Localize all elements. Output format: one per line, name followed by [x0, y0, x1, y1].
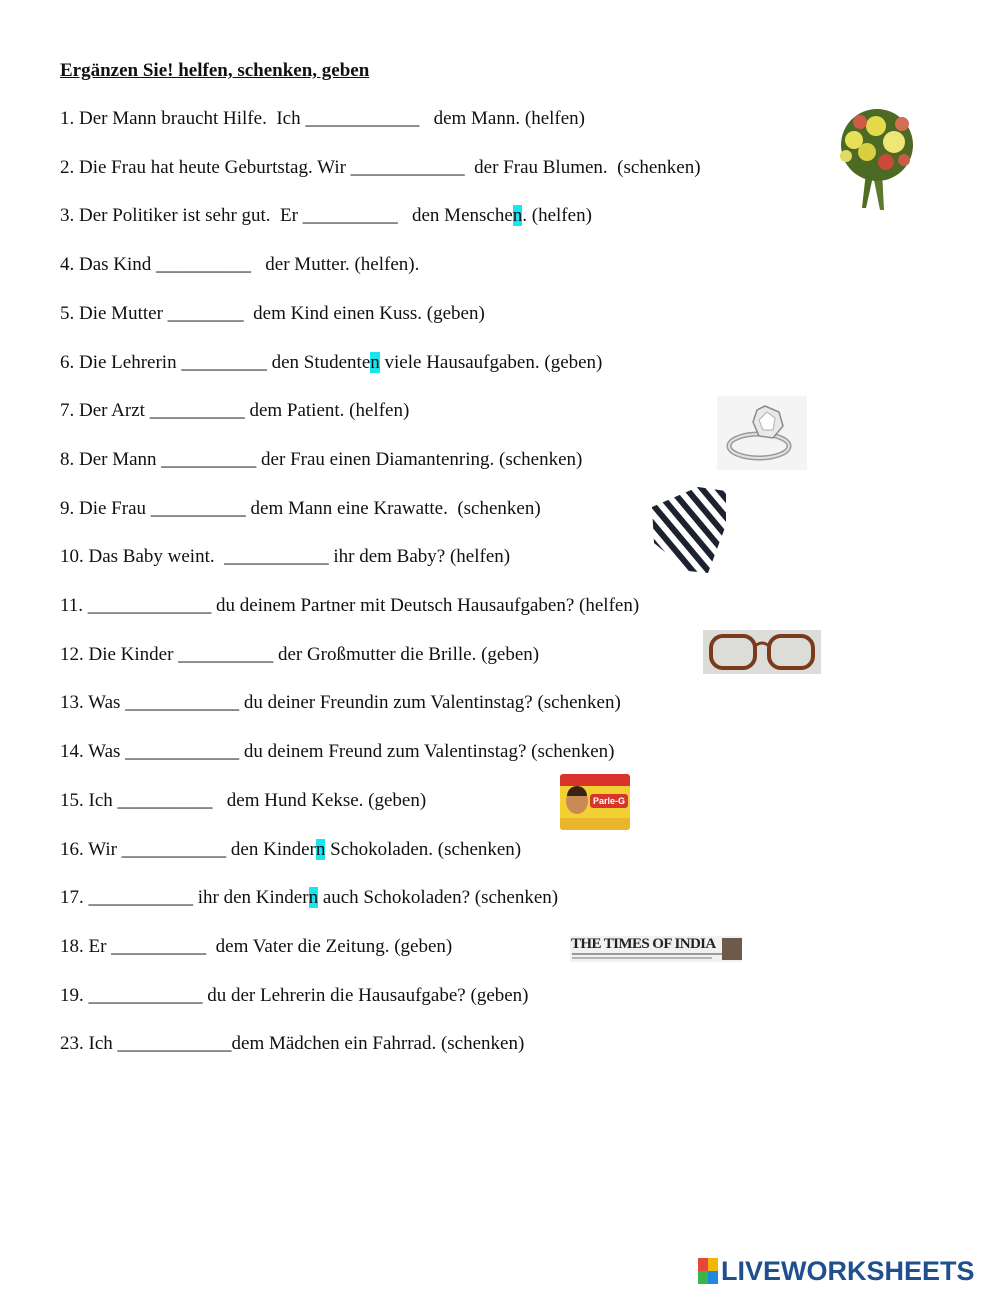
exercise-line [60, 546, 510, 568]
exercise-line [60, 985, 529, 1007]
exercise-text: 2. Die Frau hat heute Geburtstag. Wir ____________ der Frau Blumen. (schenken) [60, 157, 701, 178]
exercise-line [60, 595, 639, 617]
exercise-text: 4. Das Kind __________ der Mutter. (helfen). [60, 254, 420, 275]
newspaper-masthead: THE TIMES OF INDIA [571, 936, 716, 952]
exercise-text-end: viele Hausaufgaben. (geben) [379, 352, 603, 373]
exercise-line [60, 352, 602, 374]
newspaper-image [570, 936, 742, 962]
exercise-line [60, 790, 426, 812]
exercise-line [60, 254, 419, 276]
worksheet-title: Ergänzen Sie! helfen, schenken, geben [60, 60, 370, 81]
liveworksheets-logo-mark [698, 1258, 718, 1284]
exercise-text: 19. ____________ du der Lehrerin die Hausaufgabe? (geben) [60, 985, 529, 1006]
highlighted-letter: n [512, 205, 523, 226]
exercise-text-end: . (helfen) [522, 205, 592, 226]
parle-g-label: Parle-G [590, 794, 628, 808]
exercise-text: 16. Wir ___________ den Kinder [60, 839, 316, 860]
exercise-line [60, 839, 521, 861]
diamond-ring-image [717, 396, 807, 470]
exercise-line [60, 936, 452, 958]
exercise-text: 10. Das Baby weint. ___________ ihr dem Baby? (helfen) [60, 546, 511, 567]
exercise-text: 3. Der Politiker ist sehr gut. Er __________ den Mensche [60, 205, 513, 226]
exercise-line [60, 644, 539, 666]
exercise-text: 13. Was ____________ du deiner Freundin zum Valentinstag? (schenken) [60, 692, 621, 713]
exercise-text: 11. _____________ du deinem Partner mit Deutsch Hausaufgaben? (helfen) [60, 595, 640, 616]
liveworksheets-logo-text: LIVEWORKSHEETS [721, 1255, 975, 1286]
exercise-text-end: auch Schokoladen? (schenken) [318, 887, 559, 908]
exercise-text: 18. Er __________ dem Vater die Zeitung. (geben) [60, 936, 453, 957]
exercise-line [60, 887, 558, 909]
flower-bouquet-image [832, 100, 922, 212]
eyeglasses-image [703, 630, 821, 674]
exercise-line [60, 1033, 524, 1055]
exercise-text: 14. Was ____________ du deinem Freund zum Valentinstag? (schenken) [60, 741, 615, 762]
exercise-text-end: Schokoladen. (schenken) [325, 839, 522, 860]
exercise-text: 12. Die Kinder __________ der Großmutter die Brille. (geben) [60, 644, 540, 665]
exercise-text: 17. ___________ ihr den Kinder [60, 887, 309, 908]
exercise-text: 15. Ich __________ dem Hund Kekse. (geben) [60, 790, 427, 811]
exercise-text: 8. Der Mann __________ der Frau einen Diamantenring. (schenken) [60, 449, 583, 470]
striped-tie-image [648, 485, 730, 577]
exercise-line [60, 205, 592, 227]
exercise-line [60, 449, 582, 471]
exercise-text: 6. Die Lehrerin _________ den Studente [60, 352, 371, 373]
highlighted-letter: n [308, 887, 319, 908]
exercise-line [60, 741, 614, 763]
exercise-line [60, 498, 541, 520]
exercise-line [60, 157, 701, 179]
exercise-text: 23. Ich ____________dem Mädchen ein Fahrrad. (schenken) [60, 1033, 525, 1054]
exercise-line [60, 400, 409, 422]
highlighted-letter: n [315, 839, 326, 860]
exercise-text: 1. Der Mann braucht Hilfe. Ich ____________ dem Mann. (helfen) [60, 108, 585, 129]
liveworksheets-logo [698, 1256, 975, 1286]
exercise-line [60, 108, 585, 130]
exercise-text: 7. Der Arzt __________ dem Patient. (helfen) [60, 400, 410, 421]
exercise-line [60, 692, 621, 714]
highlighted-letter: n [370, 352, 380, 373]
exercise-line [60, 303, 485, 325]
exercise-text: 5. Die Mutter ________ dem Kind einen Kuss. (geben) [60, 303, 485, 324]
parle-g-biscuits-image [560, 774, 630, 830]
exercise-text: 9. Die Frau __________ dem Mann eine Krawatte. (schenken) [60, 498, 541, 519]
